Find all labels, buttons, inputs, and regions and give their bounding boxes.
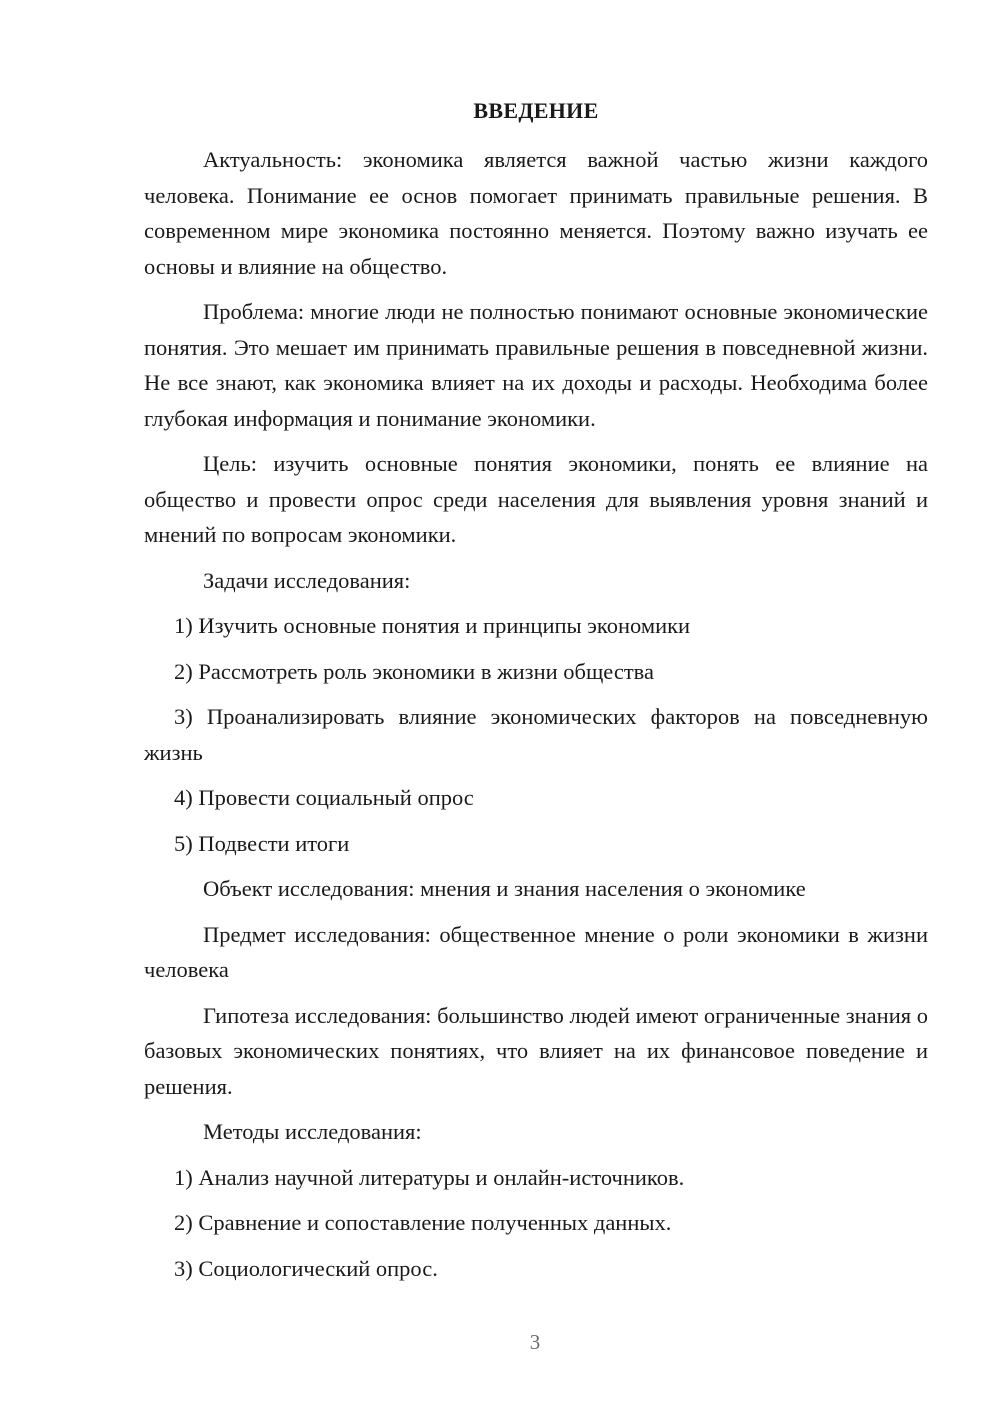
document-page: [144, 92, 928, 1296]
subject-paragraph: Предмет исследования: общественное мнение о роли экономики в жизни человека: [144, 921, 928, 982]
object-paragraph: Объект исследования: мнения и знания населения о экономике: [203, 876, 806, 901]
method-item: 3) Социологический опрос.: [174, 1255, 438, 1281]
section-title: ВВЕДЕНИЕ: [473, 98, 599, 123]
methods-heading: Методы исследования:: [203, 1119, 422, 1144]
relevance-paragraph: Актуальность: экономика является важной частью жизни каждого человека. Понимание ее основ помогает принимать правильные решения. В современном мире экономика постоянно меняется. Поэтому важно изучать ее основы и влияние на общество.: [144, 147, 928, 279]
task-item: 5) Подвести итоги: [174, 830, 350, 856]
page-number: 3: [529, 1330, 541, 1354]
task-item: 2) Рассмотреть роль экономики в жизни общества: [174, 658, 654, 684]
hypothesis-paragraph: Гипотеза исследования: большинство людей имеют ограниченные знания о базовых экономических понятиях, что влияет на их финансовое поведение и решения.: [144, 1002, 928, 1099]
goal-paragraph: Цель: изучить основные понятия экономики, понять ее влияние на общество и провести опрос среди населения для выявления уровня знаний и мнений по вопросам экономики.: [144, 451, 928, 547]
task-item: 3) Проанализировать влияние экономических факторов на повседневную жизнь: [144, 704, 928, 765]
problem-paragraph: Проблема: многие люди не полностью понимают основные экономические понятия. Это мешает им принимать правильные решения в повседневной жизни. Не все знают, как экономика влияет на их доходы и расходы. Необходима более глубокая информация и понимание экономики.: [144, 299, 928, 431]
task-item: 1) Изучить основные понятия и принципы экономики: [174, 613, 691, 638]
task-item: 4) Провести социальный опрос: [174, 785, 474, 810]
method-item: 2) Сравнение и сопоставление полученных данных.: [174, 1210, 672, 1235]
method-item: 1) Анализ научной литературы и онлайн-источников.: [174, 1164, 685, 1190]
tasks-heading: Задачи исследования:: [203, 567, 411, 593]
